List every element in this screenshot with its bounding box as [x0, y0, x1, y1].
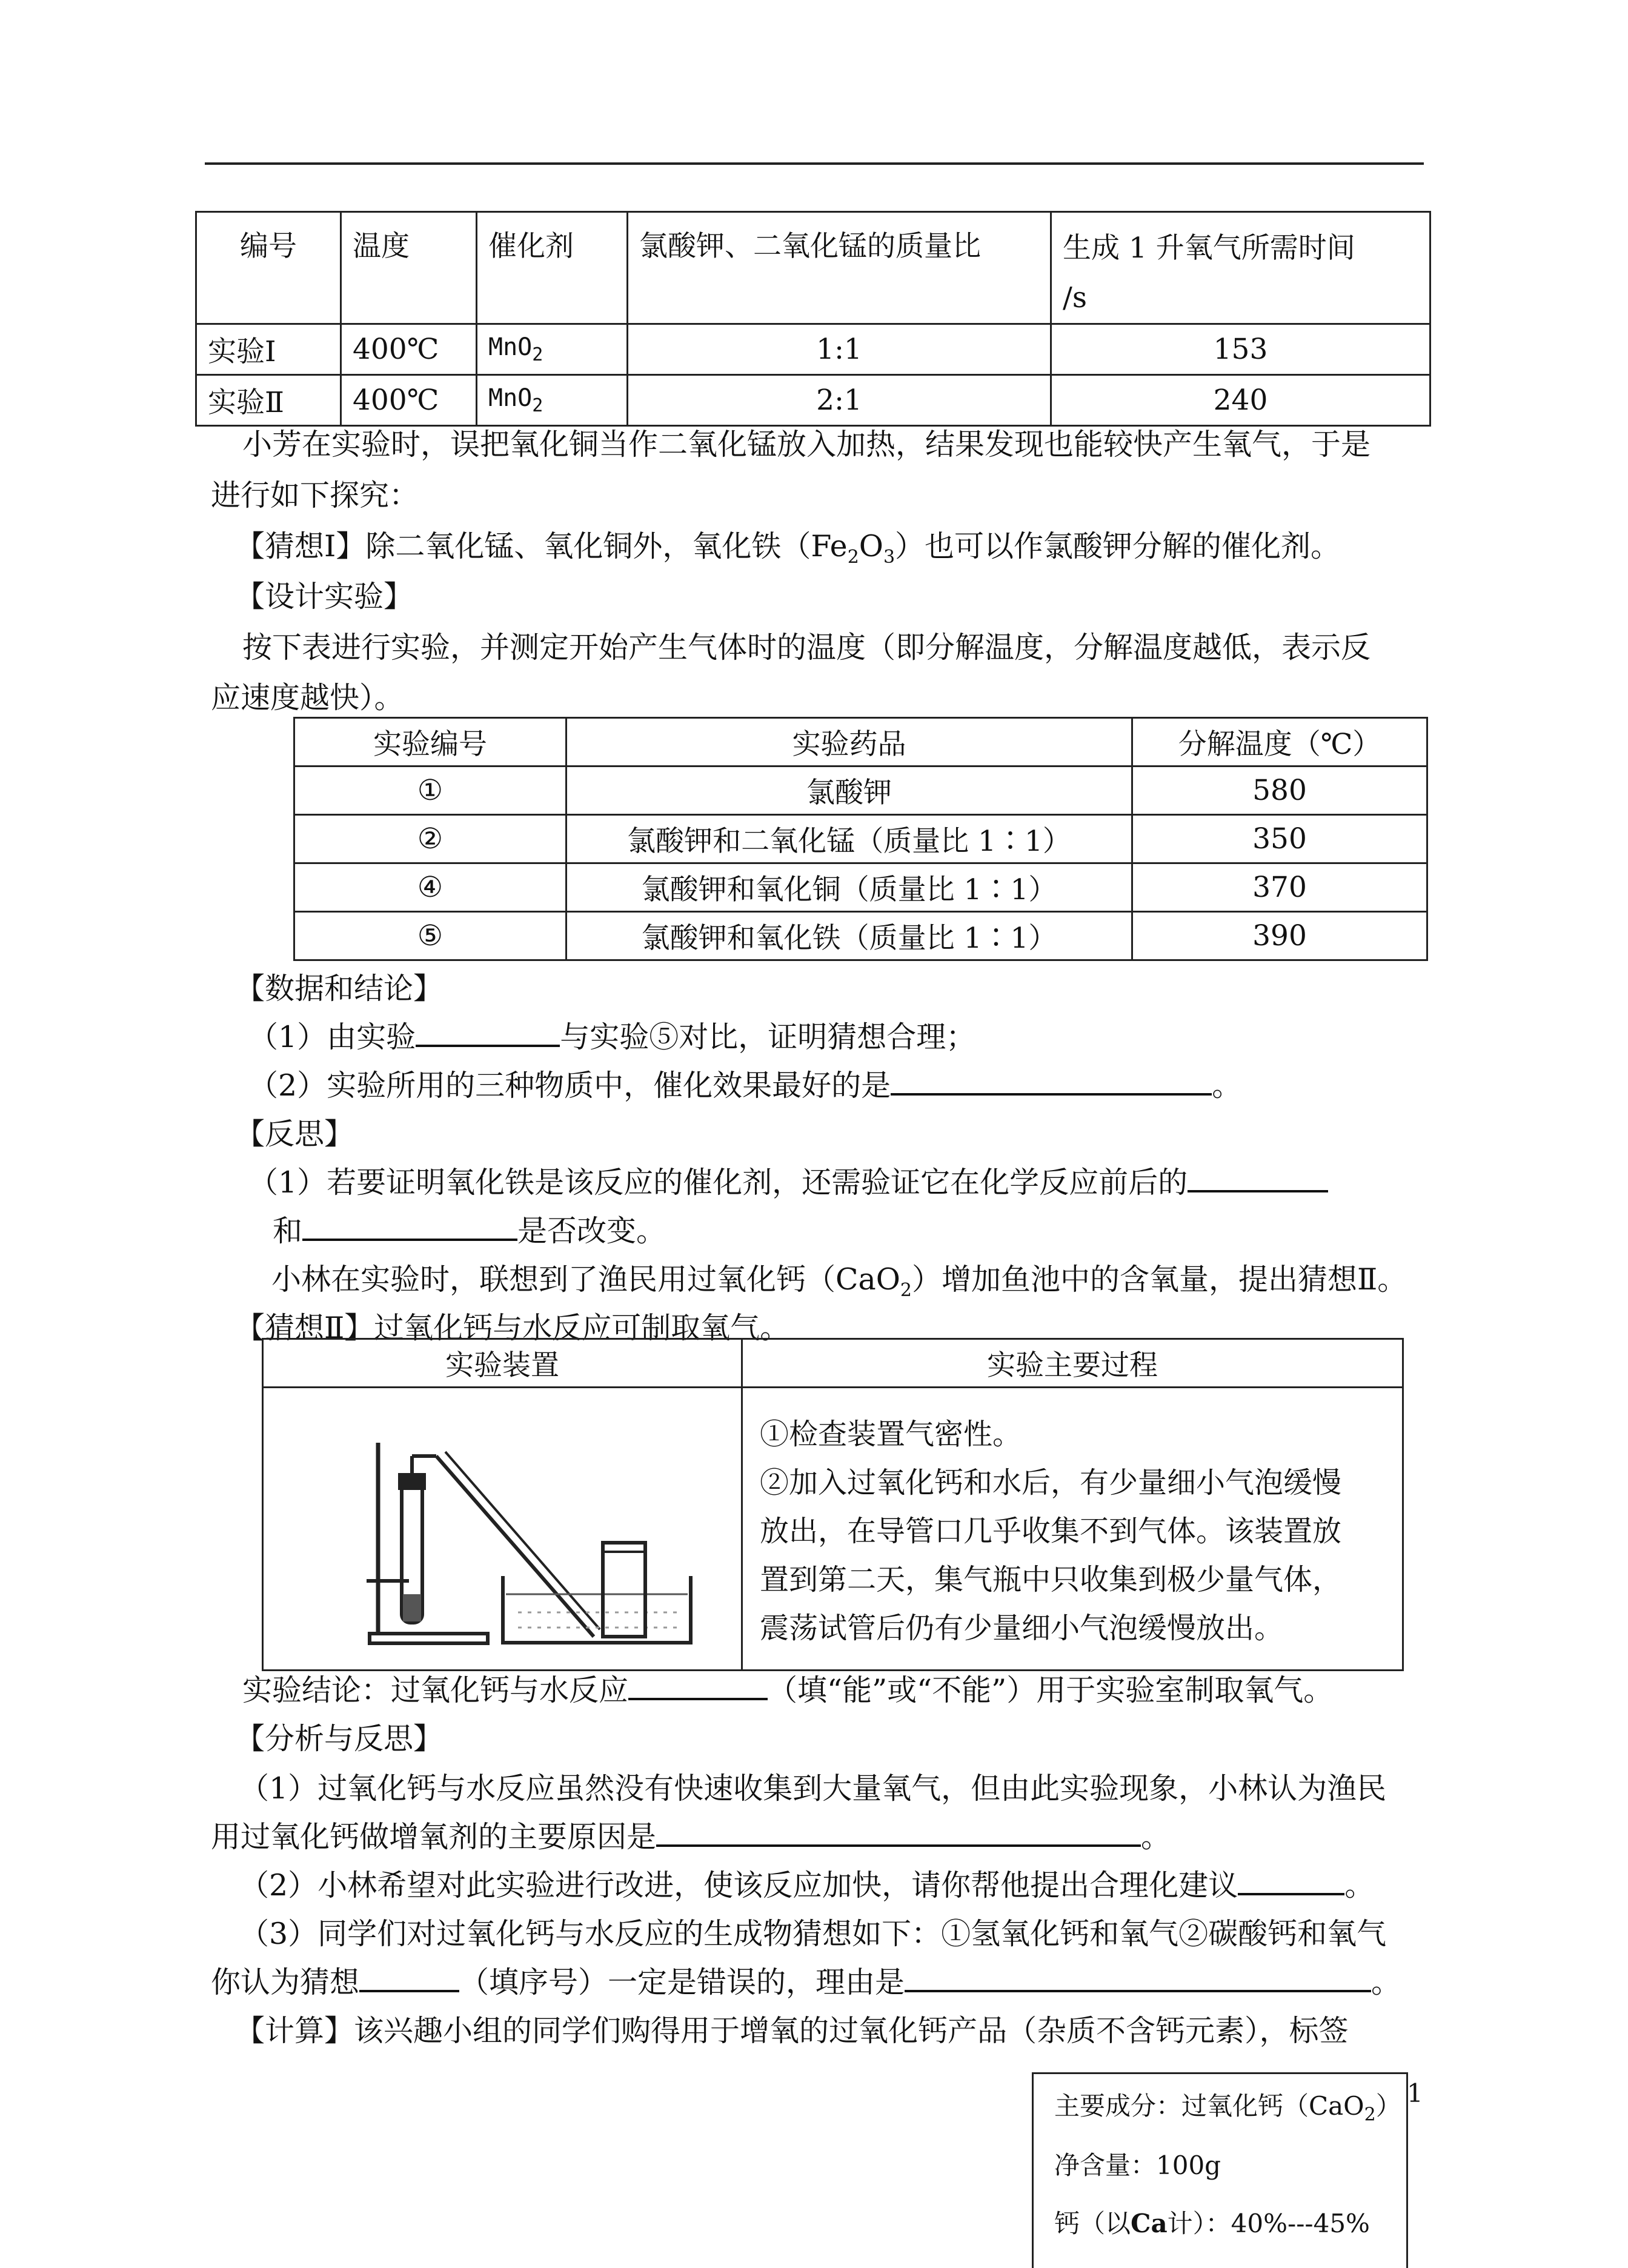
answer-blank-1[interactable] — [416, 1018, 560, 1047]
process-step-2-l3: 置到第二天，集气瓶中只收集到极少量气体， — [760, 1563, 1342, 1597]
t2-r3-t: 370 — [1132, 863, 1427, 912]
t1-r2-cat: MnO$_2$ — [477, 375, 628, 426]
data-title: 【数据和结论】 — [235, 971, 444, 1006]
answer-blank-7[interactable] — [1238, 1866, 1344, 1895]
reflect-1: （1）若要证明氧化铁是该反应的催化剂，还需验证它在化学反应前后的 — [248, 1159, 1328, 1207]
t1-header-catalyst: 催化剂 — [477, 212, 628, 324]
guess2: 【猜想Ⅱ】过氧化钙与水反应可制取氧气。 — [235, 1311, 790, 1345]
t1-r2-temp: 400℃ — [341, 375, 477, 426]
answer-blank-4[interactable] — [302, 1212, 517, 1241]
analysis-1-line1: （1）过氧化钙与水反应虽然没有快速收集到大量氧气，但由此实验现象，小林认为渔民 — [239, 1771, 1387, 1806]
t1-header-id: 编号 — [196, 212, 341, 324]
apparatus-cell — [263, 1388, 742, 1671]
analysis-title: 【分析与反思】 — [235, 1721, 444, 1756]
t1-r2-id: 实验Ⅱ — [196, 375, 341, 426]
para1-line2: 进行如下探究： — [211, 478, 419, 513]
question-2: （2）实验所用的三种物质中，催化效果最好的是 。 — [248, 1062, 1241, 1110]
t2-r4-drug: 氯酸钾和氧化铁（质量比 1∶1） — [566, 912, 1132, 960]
reflect-title: 【反思】 — [235, 1117, 354, 1151]
label-ingredient: 主要成分：过氧化钙（CaO$_2$） — [1054, 2091, 1401, 2126]
design-text-line1: 按下表进行实验，并测定开始产生气体时的温度（即分解温度，分解温度越低，表示反 — [242, 630, 1371, 665]
t2-header-temp: 分解温度（℃） — [1132, 718, 1427, 767]
design-title: 【设计实验】 — [235, 579, 414, 614]
t2-header-id: 实验编号 — [294, 718, 566, 767]
label-calcium: 钙（以Ca计）：40%---45% — [1054, 2209, 1370, 2238]
para1-line1: 小芳在实验时，误把氧化铜当作二氧化锰放入加热，结果发现也能较快产生氧气，于是 — [242, 427, 1371, 462]
process-step-1: ①检查装置气密性。 — [760, 1417, 1022, 1451]
t2-r1-t: 580 — [1132, 767, 1427, 815]
process-step-2-l1: ②加入过氧化钙和水后，有少量细小气泡缓慢 — [760, 1466, 1342, 1500]
t3-header-apparatus: 实验装置 — [263, 1339, 742, 1388]
t1-header-temp: 温度 — [341, 212, 477, 324]
guess1: 【猜想Ⅰ】除二氧化锰、氧化铜外，氧化铁$(Fe_2O_3)$也可以作氯酸钾分解的催化剂。 — [235, 529, 1341, 568]
t1-header-time-l1: 生成 1 升氧气所需时间 — [1063, 231, 1355, 265]
t1-r2-ratio: 2:1 — [628, 375, 1051, 426]
experiment-table-3 — [262, 1338, 1404, 1671]
t1-r1-temp: 400℃ — [341, 324, 477, 375]
table-row — [196, 375, 1430, 426]
reflect-1b: 和 是否改变。 — [273, 1207, 666, 1255]
analysis-3-line1: （3）同学们对过氧化钙与水反应的生成物猜想如下：①氢氧化钙和氧气②碳酸钙和氧气 — [239, 1917, 1387, 1951]
process-cell — [742, 1388, 1403, 1671]
calc-text: 【计算】该兴趣小组的同学们购得用于增氧的过氧化钙产品（杂质不含钙元素），标签 — [235, 2014, 1349, 2048]
product-label — [1032, 2072, 1408, 2268]
analysis-3-line2: 你认为猜想 （填序号）一定是错误的，理由是 。 — [211, 1958, 1401, 2007]
table-row — [196, 324, 1430, 375]
t1-r2-time: 240 — [1051, 375, 1430, 426]
label-net-content: 净含量：100g — [1054, 2150, 1221, 2180]
question-1: （1）由实验 与实验⑤对比，证明猜想合理； — [248, 1013, 975, 1062]
t1-r1-id: 实验Ⅰ — [196, 324, 341, 375]
table-row — [294, 815, 1427, 863]
process-step-2-l4: 震荡试管后仍有少量细小气泡缓慢放出。 — [760, 1611, 1284, 1645]
process-step-2-l2: 放出，在导管口几乎收集不到气体。该装置放 — [760, 1514, 1342, 1548]
analysis-1-line2: 用过氧化钙做增氧剂的主要原因是 。 — [211, 1813, 1171, 1861]
para2: 小林在实验时，联想到了渔民用过氧化钙（CaO$_2$）增加鱼池中的含氧量，提出猜想Ⅱ。 — [271, 1262, 1407, 1301]
experiment-table-1 — [195, 211, 1431, 427]
t2-r4-t: 390 — [1132, 912, 1427, 960]
t2-r3-n: ④ — [294, 863, 566, 912]
answer-blank-9[interactable] — [905, 1963, 1371, 1992]
t2-r1-n: ① — [294, 767, 566, 815]
table-row — [294, 863, 1427, 912]
t2-r3-drug: 氯酸钾和氧化铜（质量比 1∶1） — [566, 863, 1132, 912]
page-number: 1 — [1407, 2078, 1423, 2108]
answer-blank-8[interactable] — [359, 1963, 459, 1992]
t3-header-process: 实验主要过程 — [742, 1339, 1403, 1388]
t2-r4-n: ⑤ — [294, 912, 566, 960]
answer-blank-5[interactable] — [628, 1671, 768, 1700]
conclusion: 实验结论：过氧化钙与水反应 （填“能”或“不能”）用于实验室制取氧气。 — [242, 1666, 1333, 1715]
answer-blank-6[interactable] — [656, 1818, 1141, 1847]
experiment-table-2 — [293, 717, 1428, 961]
t1-header-time-l2: /s — [1063, 281, 1087, 314]
analysis-2: （2）小林希望对此实验进行改进，使该反应加快，请你帮他提出合理化建议 。 — [239, 1861, 1374, 1910]
t1-r1-time: 153 — [1051, 324, 1430, 375]
answer-blank-3[interactable] — [1188, 1163, 1328, 1192]
t1-r1-cat: MnO$_2$ — [477, 324, 628, 375]
t2-r2-t: 350 — [1132, 815, 1427, 863]
t2-r1-drug: 氯酸钾 — [566, 767, 1132, 815]
t2-header-drug: 实验药品 — [566, 718, 1132, 767]
table-row — [294, 767, 1427, 815]
t2-r2-n: ② — [294, 815, 566, 863]
t1-r1-ratio: 1:1 — [628, 324, 1051, 375]
answer-blank-2[interactable] — [891, 1066, 1212, 1096]
table-row — [294, 912, 1427, 960]
t1-header-ratio: 氯酸钾、二氧化锰的质量比 — [628, 212, 1051, 324]
t1-header-time — [1051, 212, 1430, 324]
header-rule — [205, 162, 1424, 165]
apparatus-diagram — [264, 1388, 741, 1662]
design-text-line2: 应速度越快）。 — [211, 680, 404, 715]
t2-r2-drug: 氯酸钾和二氧化锰（质量比 1∶1） — [566, 815, 1132, 863]
